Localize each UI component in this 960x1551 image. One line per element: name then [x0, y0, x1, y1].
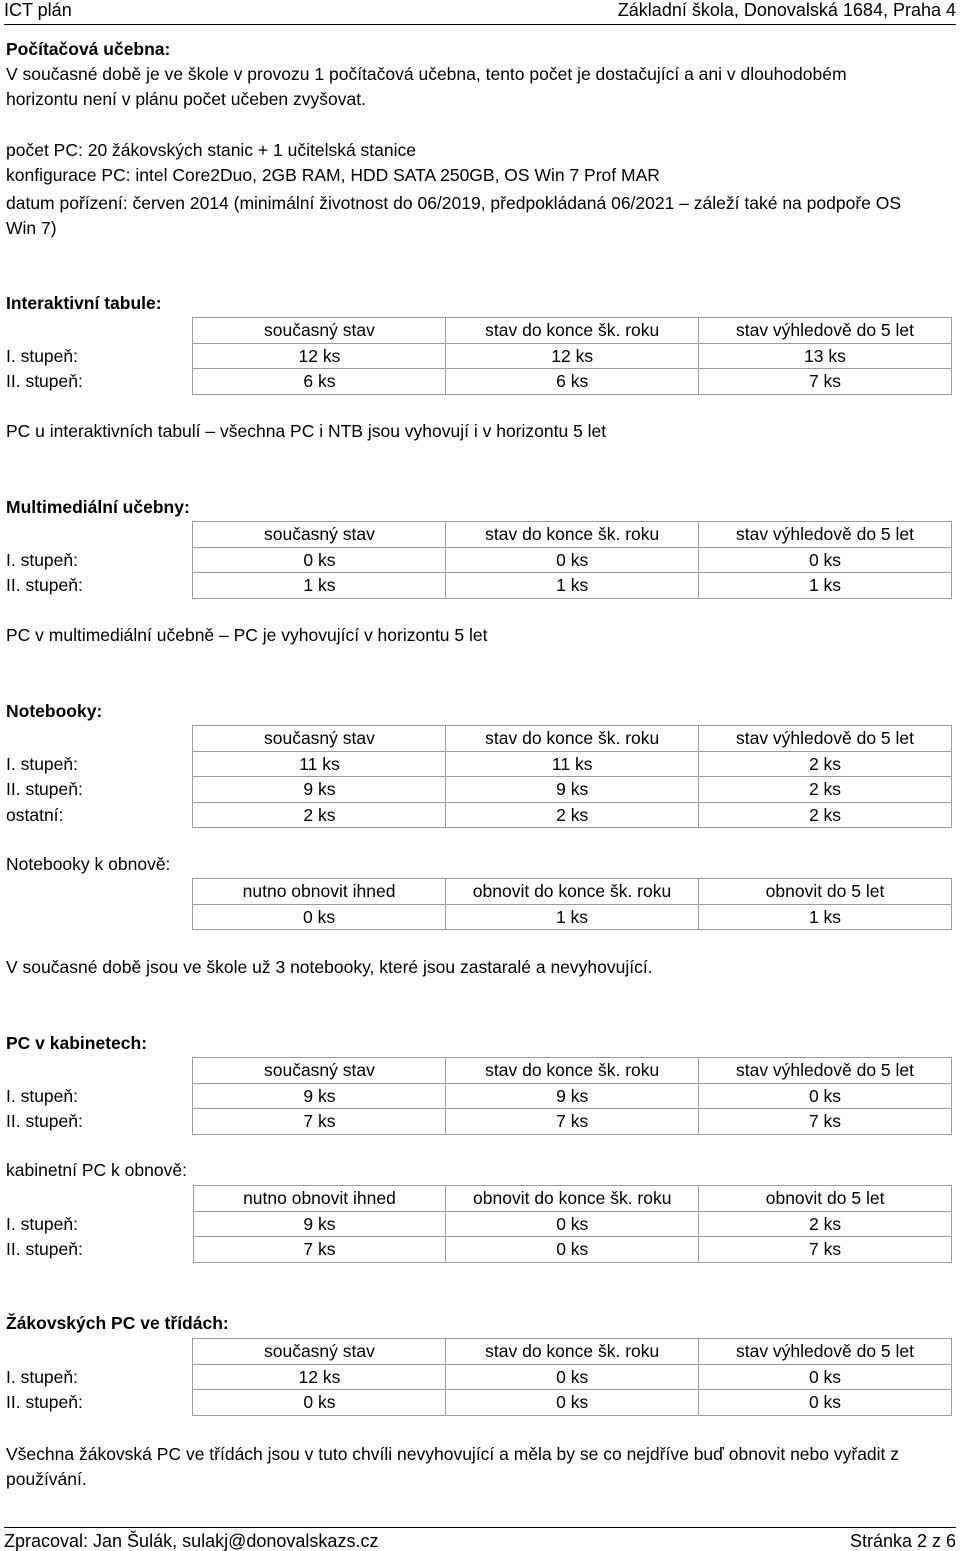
header-cell: stav do konce šk. roku	[446, 318, 699, 344]
table-cell: 7 ks	[193, 1109, 446, 1135]
table-cell: 0 ks	[446, 1211, 699, 1237]
table-cell: 0 ks	[446, 547, 699, 573]
table-cell: 0 ks	[698, 1364, 951, 1390]
row-label: II. stupeň:	[6, 371, 83, 391]
row-label: I. stupeň:	[6, 1085, 78, 1106]
table-cell: 9 ks	[446, 1083, 699, 1109]
table-cell: 0 ks	[698, 1390, 951, 1416]
table-cell: 9 ks	[193, 1211, 446, 1237]
table-cell: 9 ks	[446, 777, 699, 803]
classrooms-heading: Žákovských PC ve třídách:	[6, 1313, 229, 1333]
table-cell: 7 ks	[193, 1237, 446, 1263]
table-cell: 0 ks	[193, 1390, 446, 1416]
header-cell: obnovit do 5 let	[699, 879, 952, 905]
table-row	[0, 751, 952, 777]
notebooks-renew-table	[0, 878, 952, 930]
row-label: II. stupeň:	[6, 575, 83, 595]
table-row	[0, 777, 952, 803]
table-cell: 1 ks	[699, 904, 952, 930]
table-header-row	[0, 879, 952, 905]
page-number: Stránka 2 z 6	[849, 1531, 956, 1551]
table-row	[0, 573, 952, 599]
table-cell: 13 ks	[698, 343, 951, 369]
notebooks-renew-heading: Notebooky k obnově:	[6, 854, 171, 874]
table-cell: 0 ks	[193, 547, 446, 573]
interactive-note: PC u interaktivních tabulí – všechna PC i NTB jsou vyhovují i v horizontu 5 let	[6, 421, 607, 441]
table-cell: 11 ks	[193, 751, 446, 777]
computer-room-heading: Počítačová učebna:	[6, 39, 171, 59]
table-cell: 1 ks	[446, 573, 699, 599]
table-row	[0, 1364, 952, 1390]
row-label: II. stupeň:	[6, 1392, 83, 1412]
page-footer	[4, 1527, 956, 1551]
table-row	[0, 547, 952, 573]
table-header-row	[0, 522, 952, 548]
header-title: ICT plán	[4, 0, 72, 20]
cabinets-renew-heading: kabinetní PC k obnově:	[6, 1160, 187, 1180]
table-row	[0, 1109, 952, 1135]
notebooks-heading: Notebooky:	[6, 701, 103, 721]
row-label: I. stupeň:	[6, 549, 78, 570]
table-cell: 12 ks	[193, 1364, 446, 1390]
interactive-heading: Interaktivní tabule:	[6, 293, 162, 313]
table-cell: 12 ks	[446, 343, 699, 369]
table-cell: 2 ks	[699, 1211, 952, 1237]
header-cell: současný stav	[193, 522, 446, 548]
table-cell: 7 ks	[446, 1109, 699, 1135]
classrooms-note: Všechna žákovská PC ve třídách jsou v tuto chvíli nevyhovující a měla by se co nejdříve buď obnovit nebo vyřadit z používání.	[6, 1444, 900, 1489]
table-cell: 6 ks	[193, 369, 446, 395]
table-header-row	[0, 1186, 952, 1212]
author-text: Zpracoval: Jan Šulák, sulakj@donovalskazs.cz	[4, 1531, 379, 1551]
header-cell: obnovit do 5 let	[699, 1186, 952, 1212]
table-header-row	[0, 1058, 952, 1084]
header-cell: stav výhledově do 5 let	[698, 318, 951, 344]
table-cell: 9 ks	[193, 1083, 446, 1109]
table-cell: 2 ks	[446, 802, 699, 828]
table-cell: 2 ks	[698, 802, 951, 828]
header-cell: obnovit do konce šk. roku	[446, 1186, 699, 1212]
table-cell: 0 ks	[446, 1237, 699, 1263]
header-cell: stav do konce šk. roku	[446, 522, 699, 548]
header-cell: nutno obnovit ihned	[193, 879, 446, 905]
header-cell: stav do konce šk. roku	[446, 1339, 699, 1365]
row-label: II. stupeň:	[6, 1111, 83, 1131]
table-row	[0, 369, 952, 395]
row-label: I. stupeň:	[6, 1213, 78, 1234]
table-cell: 7 ks	[698, 369, 951, 395]
table-cell: 0 ks	[698, 547, 951, 573]
row-label: I. stupeň:	[6, 753, 78, 774]
header-cell: nutno obnovit ihned	[193, 1186, 446, 1212]
table-cell: 2 ks	[193, 802, 446, 828]
pc-config-text: konfigurace PC: intel Core2Duo, 2GB RAM, HDD SATA 250GB, OS Win 7 Prof MAR	[6, 165, 660, 185]
multimedia-note: PC v multimediální učebně – PC je vyhovující v horizontu 5 let	[6, 625, 488, 645]
notebooks-renew-note: V současné době jsou ve škole už 3 notebooky, které jsou zastaralé a nevyhovující.	[6, 957, 653, 977]
table-row	[0, 904, 952, 930]
table-row	[0, 802, 952, 828]
table-row	[0, 1211, 952, 1237]
classrooms-table	[0, 1338, 952, 1416]
header-cell: současný stav	[193, 726, 446, 752]
cabinets-table	[0, 1057, 952, 1135]
table-cell: 7 ks	[699, 1237, 952, 1263]
table-cell: 0 ks	[698, 1083, 951, 1109]
row-label: II. stupeň:	[6, 1239, 83, 1259]
table-cell: 2 ks	[698, 751, 951, 777]
page-header	[4, 0, 956, 25]
computer-room-intro: V současné době je ve škole v provozu 1 počítačová učebna, tento počet je dostačující a ani v dlouhodobém horizontu není v plánu počet učeben zvyšovat.	[6, 64, 847, 109]
table-cell: 0 ks	[446, 1364, 699, 1390]
row-label: ostatní:	[6, 804, 64, 825]
cabinets-renew-table	[0, 1185, 952, 1263]
interactive-table	[0, 317, 952, 395]
table-cell: 12 ks	[193, 343, 446, 369]
table-row	[0, 1083, 952, 1109]
table-cell: 2 ks	[698, 777, 951, 803]
notebooks-table	[0, 725, 952, 828]
row-label: I. stupeň:	[6, 345, 78, 366]
table-cell: 11 ks	[446, 751, 699, 777]
row-label: II. stupeň:	[6, 779, 83, 799]
header-cell: stav výhledově do 5 let	[698, 726, 951, 752]
table-cell: 7 ks	[698, 1109, 951, 1135]
row-label: I. stupeň:	[6, 1366, 78, 1387]
purchase-date-text: datum pořízení: červen 2014 (minimální životnost do 06/2019, předpokládaná 06/2021 – záleží také na podpoře OS Win 7)	[6, 193, 902, 238]
header-cell: současný stav	[193, 1058, 446, 1084]
table-row	[0, 343, 952, 369]
header-cell: stav výhledově do 5 let	[698, 522, 951, 548]
header-cell: stav do konce šk. roku	[446, 1058, 699, 1084]
table-row	[0, 1390, 952, 1416]
cabinets-heading: PC v kabinetech:	[6, 1033, 148, 1053]
pc-count-text: počet PC: 20 žákovských stanic + 1 učitelská stanice	[6, 140, 416, 160]
header-school: Základní škola, Donovalská 1684, Praha 4	[617, 0, 956, 20]
table-cell: 6 ks	[446, 369, 699, 395]
table-header-row	[0, 1339, 952, 1365]
table-cell: 1 ks	[698, 573, 951, 599]
header-cell: stav do konce šk. roku	[446, 726, 699, 752]
table-cell: 1 ks	[193, 573, 446, 599]
multimedia-table	[0, 521, 952, 599]
header-cell: stav výhledově do 5 let	[698, 1058, 951, 1084]
table-cell: 0 ks	[193, 904, 446, 930]
table-header-row	[0, 726, 952, 752]
table-cell: 9 ks	[193, 777, 446, 803]
header-cell: současný stav	[193, 318, 446, 344]
table-row	[0, 1237, 952, 1263]
table-cell: 0 ks	[446, 1390, 699, 1416]
header-cell: obnovit do konce šk. roku	[446, 879, 699, 905]
table-cell: 1 ks	[446, 904, 699, 930]
header-cell: současný stav	[193, 1339, 446, 1365]
multimedia-heading: Multimediální učebny:	[6, 497, 190, 517]
header-cell: stav výhledově do 5 let	[698, 1339, 951, 1365]
table-header-row	[0, 318, 952, 344]
